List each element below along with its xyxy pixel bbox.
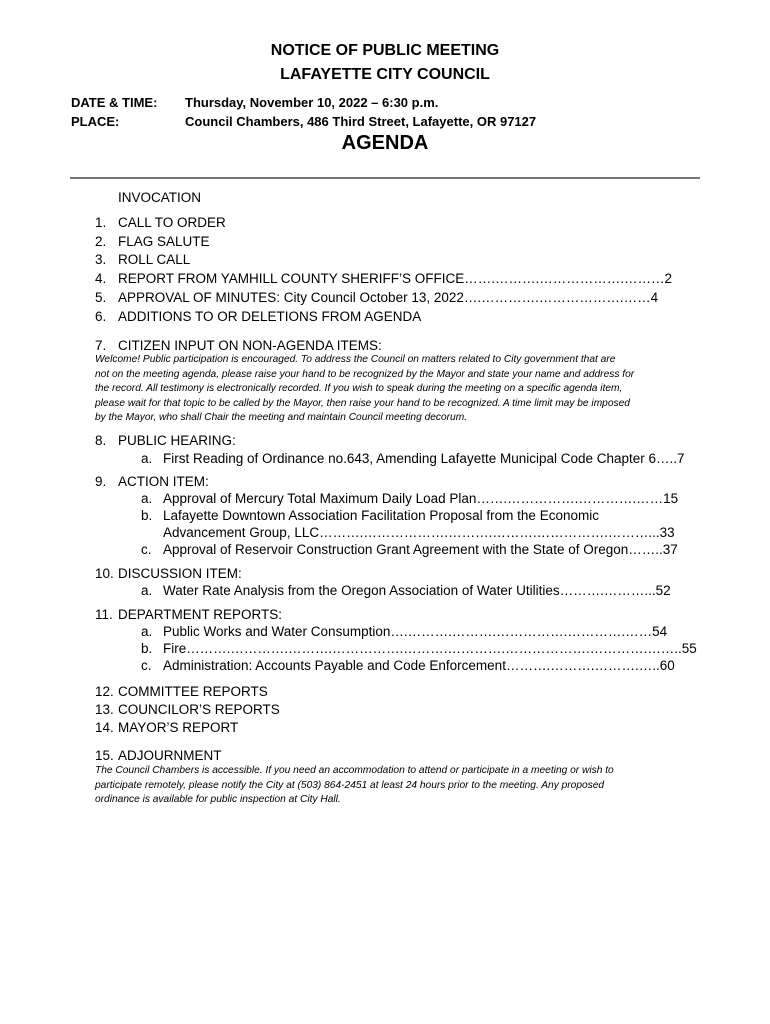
item-number: 7. <box>95 338 107 353</box>
item-approval-minutes: APPROVAL OF MINUTES: City Council October 13, 2022….………….……………….……4 <box>118 290 659 305</box>
item-number: 6. <box>95 309 107 324</box>
item-public-hearing: PUBLIC HEARING: <box>118 433 236 448</box>
sub-item-mercury-plan: Approval of Mercury Total Maximum Daily Load Plan…….…………….………….……15 <box>163 491 679 506</box>
item-action-item: ACTION ITEM: <box>118 474 209 489</box>
sub-letter: a. <box>141 491 153 506</box>
invocation: INVOCATION <box>118 190 202 205</box>
sub-letter: a. <box>141 583 153 598</box>
sub-letter: a. <box>141 451 153 466</box>
item-number: 14. <box>95 720 114 735</box>
date-row <box>71 95 438 110</box>
sub-item-administration: Administration: Accounts Payable and Code Enforcement……….……….……….…..60 <box>163 658 675 673</box>
citizen-input-note <box>95 353 634 426</box>
divider <box>70 177 700 179</box>
note-line: Welcome! Public participation is encouraged. To address the Council on matters related to City government that are <box>95 354 616 365</box>
item-call-to-order: CALL TO ORDER <box>118 215 226 230</box>
title-line-1: NOTICE OF PUBLIC MEETING <box>270 42 500 59</box>
item-number: 10. <box>95 566 114 581</box>
agenda-heading: AGENDA <box>341 132 429 154</box>
item-flag-salute: FLAG SALUTE <box>118 234 210 249</box>
date-value: Thursday, November 10, 2022 – 6:30 p.m. <box>185 95 439 110</box>
note-line: participate remotely, please notify the City at (503) 864-2451 at least 24 hours prior to the meeting. Any proposed <box>95 779 605 791</box>
place-value: Council Chambers, 486 Third Street, Lafayette, OR 97127 <box>185 114 537 129</box>
item-number: 9. <box>95 474 107 489</box>
item-adjournment: ADJOURNMENT <box>118 748 222 763</box>
place-label: PLACE: <box>71 114 120 129</box>
item-number: 12. <box>95 684 114 699</box>
note-line: ordinance is available for public inspection at City Hall. <box>95 794 341 805</box>
item-committee-reports: COMMITTEE REPORTS <box>118 684 268 699</box>
sub-item-ordinance-643: First Reading of Ordinance no.643, Amending Lafayette Municipal Code Chapter 6…..7 <box>163 451 685 466</box>
item-number: 5. <box>95 290 107 305</box>
item-number: 13. <box>95 702 114 717</box>
sub-letter: b. <box>141 508 153 523</box>
note-line: the record. All testimony is electronically recorded. If you wish to speak during the meeting on a specific agenda item, <box>95 383 623 394</box>
accessibility-note <box>95 764 614 808</box>
item-number: 4. <box>95 271 107 286</box>
item-number: 8. <box>95 433 107 448</box>
item-department-reports: DEPARTMENT REPORTS: <box>118 607 283 622</box>
sub-letter: a. <box>141 624 153 639</box>
note-line: please wait for that topic to be called by the Mayor, then raise your hand to be recognized. A time limit may be imposed <box>95 397 630 409</box>
sub-item-reservoir-grant: Approval of Reservoir Construction Grant Agreement with the State of Oregon……..37 <box>163 542 678 557</box>
note-line: not on the meeting agenda, please raise your hand to be recognized by the Mayor and state your name and address for <box>95 368 635 380</box>
sub-letter: c. <box>141 658 152 673</box>
item-councilors-reports: COUNCILOR’S REPORTS <box>118 702 280 717</box>
sub-item-water-rate: Water Rate Analysis from the Oregon Association of Water Utilities……….………...52 <box>163 583 671 598</box>
sub-item-public-works: Public Works and Water Consumption….……….……….…………….………….……54 <box>163 624 668 639</box>
item-mayors-report: MAYOR’S REPORT <box>118 720 239 735</box>
sub-letter: c. <box>141 542 152 557</box>
item-citizen-input: CITIZEN INPUT ON NON-AGENDA ITEMS: <box>118 338 382 353</box>
sub-item-fire: Fire……….………….……….…………….……….………….……………….………….……..55 <box>163 641 697 656</box>
place-row <box>71 114 536 129</box>
title-line-2: LAFAYETTE CITY COUNCIL <box>280 66 490 83</box>
note-line: The Council Chambers is accessible. If you need an accommodation to attend or participate in a meeting or wish to <box>95 765 614 776</box>
item-number: 2. <box>95 234 107 249</box>
item-roll-call: ROLL CALL <box>118 252 191 267</box>
item-number: 15. <box>95 748 114 763</box>
sub-letter: b. <box>141 641 153 656</box>
item-number: 3. <box>95 252 107 267</box>
item-sheriff-report: REPORT FROM YAMHILL COUNTY SHERIFF’S OFFICE…….……….……………….………2 <box>118 271 673 286</box>
sub-item-downtown-association: Lafayette Downtown Association Facilitation Proposal from the Economic <box>163 508 599 523</box>
item-number: 11. <box>95 607 113 622</box>
note-line: by the Mayor, who shall Chair the meeting and maintain Council meeting decorum. <box>95 412 468 423</box>
item-discussion: DISCUSSION ITEM: <box>118 566 242 581</box>
item-additions-deletions: ADDITIONS TO OR DELETIONS FROM AGENDA <box>118 309 422 324</box>
date-label: DATE & TIME: <box>71 95 158 110</box>
item-number: 1. <box>95 215 107 230</box>
sub-item-downtown-association-cont: Advancement Group, LLC……….……………….……….……….…………….………...33 <box>163 525 675 540</box>
